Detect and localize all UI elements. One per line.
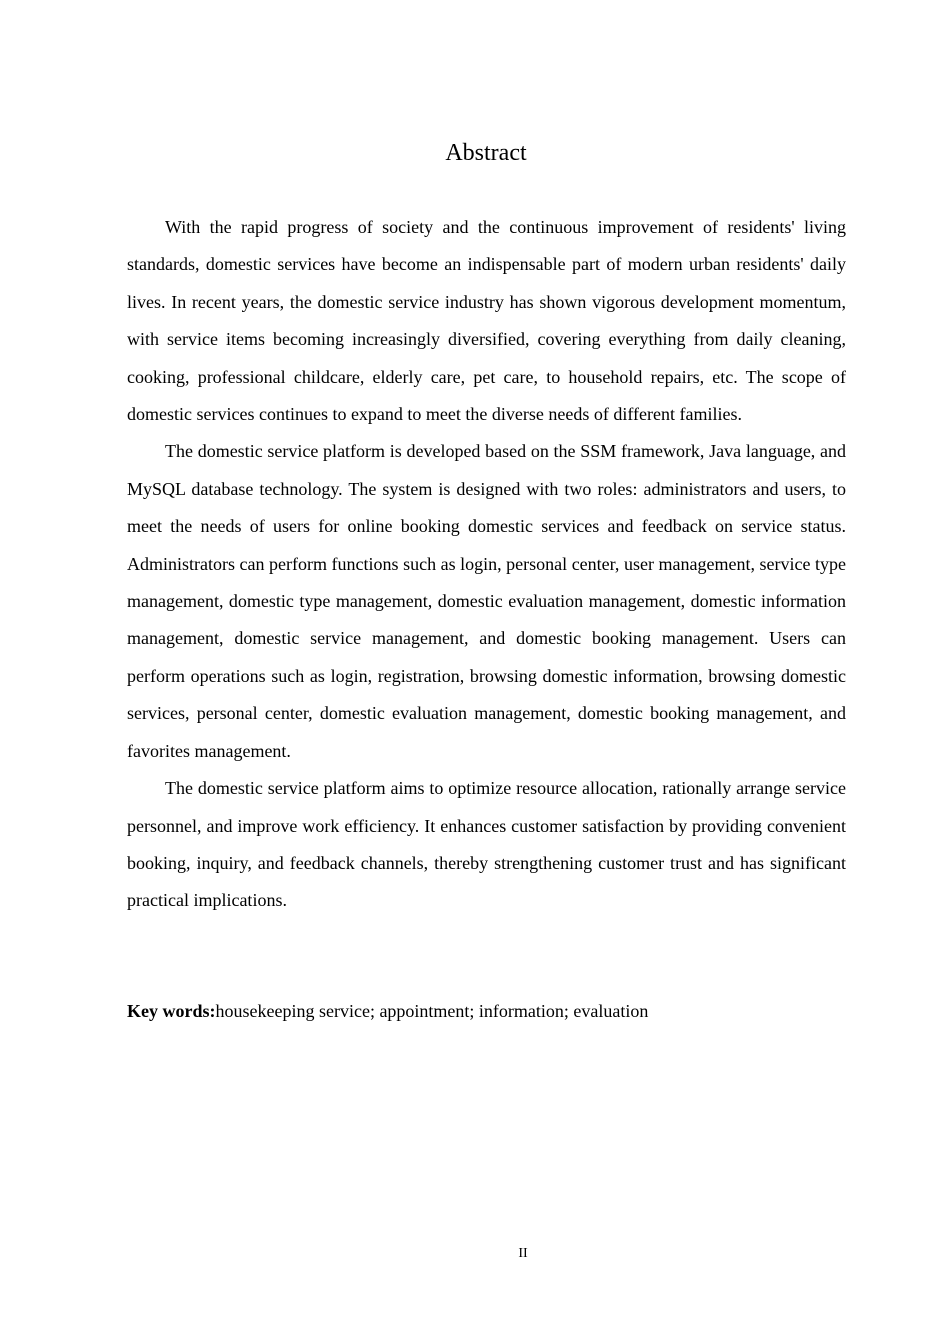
keywords-text: housekeeping service; appointment; information; evaluation	[215, 1001, 649, 1021]
abstract-paragraph-1: With the rapid progress of society and the continuous improvement of residents' living standards, domestic services have become an indispensable part of modern urban residents' daily lives. In recent years, the domestic service industry has shown vigorous development momentum, with service items becoming increasingly diversified, covering everything from daily cleaning, cooking, professional childcare, elderly care, pet care, to household repairs, etc. The scope of domestic services continues to expand to meet the diverse needs of different families.	[127, 217, 846, 425]
abstract-paragraph-3: The domestic service platform aims to optimize resource allocation, rationally arrange service personnel, and improve work efficiency. It enhances customer satisfaction by providing convenient booking, inquiry, and feedback channels, thereby strengthening customer trust and has significant practical implications.	[127, 778, 846, 911]
abstract-title: Abstract	[445, 140, 527, 166]
abstract-body	[127, 209, 846, 920]
keywords-label: Key words:	[127, 1001, 216, 1021]
abstract-paragraph-2: The domestic service platform is developed based on the SSM framework, Java language, and MySQL database technology. The system is designed with two roles: administrators and users, to meet the needs of users for online booking domestic services and feedback on service status. Administrators can perform functions such as login, personal center, user management, service type management, domestic type management, domestic evaluation management, domestic information management, domestic service management, and domestic booking management. Users can perform operations such as login, registration, browsing domestic information, browsing domestic services, personal center, domestic evaluation management, domestic booking management, and favorites management.	[127, 441, 846, 761]
page-number: II	[518, 1246, 528, 1261]
keywords-line	[127, 993, 846, 1030]
